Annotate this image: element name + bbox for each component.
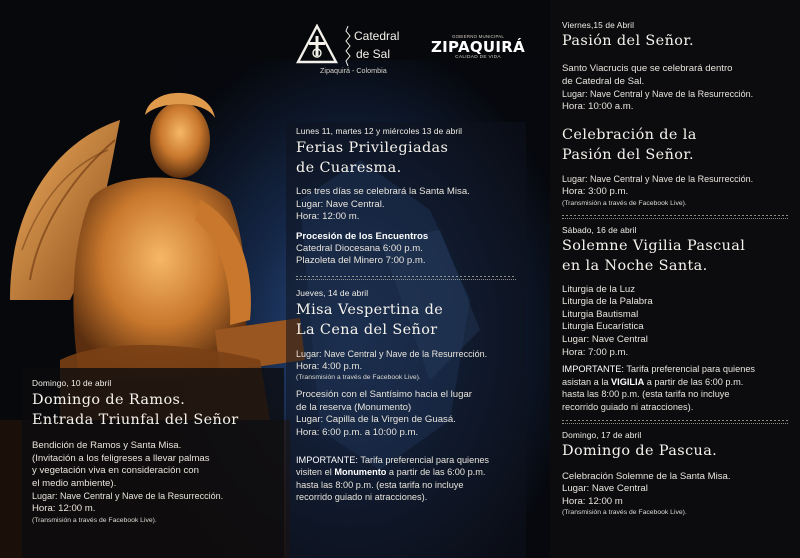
section-title: Entrada Triunfal del Señor (32, 412, 239, 428)
catedral-de-sal-logo (296, 22, 416, 78)
vigilia-list-item: Hora: 7:00 p.m. (562, 346, 629, 358)
important-line (562, 376, 788, 389)
important-line: hasta las 8:00 p.m. (esta tarifa no incluye (296, 479, 464, 490)
section-title: Domingo de Ramos. (32, 392, 186, 408)
dotted-divider (562, 420, 788, 424)
section-title: en la Noche Santa. (562, 257, 708, 274)
facebook-live-note: (Transmisión a través de Facebook Live). (562, 509, 687, 517)
body-line: Catedral Diocesana 6:00 p.m. (296, 242, 423, 254)
zipa-name: ZIPAQUIRÁ (430, 38, 526, 56)
section-title: Pasión del Señor. (562, 33, 694, 49)
important-notice (562, 363, 788, 376)
zipaquira-logo (430, 34, 526, 70)
important-label: IMPORTANTE: (296, 454, 358, 465)
section-title: La Cena del Señor (296, 321, 438, 338)
body-line: Lugar: Nave Central (562, 483, 648, 495)
important-line (296, 466, 516, 479)
section-title: Domingo de Pascua. (562, 442, 718, 459)
procession-heading: Procesión de los Encuentros (296, 230, 429, 242)
zipa-government-label: GOBIERNO MUNICIPAL (451, 34, 505, 39)
vigilia-list-item: Lugar: Nave Central (562, 333, 648, 345)
facebook-live-note: (Transmisión a través de Facebook Live). (296, 374, 421, 382)
body-line: Lugar: Nave Central y Nave de la Resurrección. (562, 89, 754, 100)
important-notice (296, 454, 516, 467)
facebook-live-note: (Transmisión a través de Facebook Live). (32, 516, 157, 524)
important-text: Tarifa preferencial para quienes (623, 364, 756, 375)
body-line: y vegetación viva en consideración con (32, 465, 199, 477)
vigilia-list-item: Liturgia de la Luz (562, 283, 636, 295)
catedral-line2: de Sal (356, 47, 391, 61)
important-line: recorrido guiado ni atracciones). (296, 492, 428, 503)
dotted-divider (296, 276, 516, 280)
section-date: Domingo, 17 de abril (562, 429, 642, 440)
important-line: hasta las 8:00 p.m. (esta tarifa no incluye (562, 389, 730, 400)
important-text: asistan a la (562, 376, 612, 387)
dotted-divider (562, 215, 788, 219)
body-line: Hora: 10:00 a.m. (562, 100, 634, 112)
body-line: Lugar: Nave Central y Nave de la Resurrección. (32, 491, 224, 502)
body-line: Hora: 12:00 m. (32, 502, 96, 514)
body-line: Hora: 3:00 p.m. (562, 185, 629, 197)
section-title: Solemne Vigilia Pascual (562, 237, 746, 254)
important-text: Tarifa preferencial para quienes (357, 454, 490, 465)
body-line: de la reserva (Monumento) (296, 401, 412, 413)
vigilia-list-item: Liturgia Eucarística (562, 321, 644, 333)
section-date: Sábado, 16 de abril (562, 224, 637, 235)
important-label: IMPORTANTE: (562, 364, 624, 375)
important-text: a partir de las 6:00 p.m. (644, 376, 744, 387)
body-line: Lugar: Capilla de la Virgen de Guasá. (296, 414, 456, 426)
section-date: Domingo, 10 de abril (32, 378, 112, 388)
domingo-ramos-section (22, 368, 284, 558)
body-line: de Catedral de Sal. (562, 75, 645, 87)
body-line: el medio ambiente). (32, 477, 117, 489)
section-date: Viernes,15 de Abril (562, 20, 635, 30)
body-line: Procesión con el Santísimo hacia el lugar (296, 389, 472, 401)
important-text: a partir de las 6:00 p.m. (386, 467, 486, 478)
facebook-live-note: (Transmisión a través de Facebook Live). (562, 199, 687, 207)
section-title: Misa Vespertina de (296, 301, 444, 318)
body-line: Hora: 12:00 m. (296, 211, 360, 223)
important-line: recorrido guiado ni atracciones). (562, 401, 694, 412)
body-line: Santo Viacrucis que se celebrará dentro (562, 63, 733, 74)
body-line: Plazoleta del Minero 7:00 p.m. (296, 255, 426, 267)
section-title: Ferias Privilegiadas (296, 140, 449, 156)
section-title: Celebración de la (562, 127, 697, 144)
vigilia-list-item: Liturgia de la Palabra (562, 296, 653, 308)
section-title: de Cuaresma. (296, 160, 402, 176)
section-date: Jueves, 14 de abril (296, 287, 369, 298)
right-column (550, 0, 800, 558)
catedral-line1: Catedral (354, 29, 400, 43)
catedral-subtitle: Zipaquirá - Colombia (320, 66, 387, 75)
divider-wave-icon (345, 26, 351, 66)
body-line: Los tres días se celebrará la Santa Misa. (296, 186, 470, 197)
section-title: Pasión del Señor. (562, 147, 694, 164)
vigilia-list-item: Liturgia Bautismal (562, 308, 639, 320)
monumento-emphasis: Monumento (334, 467, 387, 478)
zipa-tagline: CALIDAD DE VIDA (455, 55, 501, 60)
body-line: Lugar: Nave Central. (296, 198, 385, 210)
middle-column (286, 122, 526, 558)
vigilia-list (562, 284, 788, 360)
body-line: Hora: 4:00 p.m. (296, 360, 363, 372)
cross-triangle-icon (296, 24, 338, 64)
important-text: visiten el (296, 467, 335, 478)
body-line: Lugar: Nave Central y Nave de la Resurrección. (562, 174, 754, 185)
body-line: (Invitación a los feligreses a llevar palmas (32, 452, 210, 464)
body-line: Celebración Solemne de la Santa Misa. (562, 470, 731, 482)
catedral-name (354, 27, 399, 63)
body-line: Lugar: Nave Central y Nave de la Resurrección. (296, 348, 488, 359)
body-line: Hora: 6:00 p.m. a 10:00 p.m. (296, 426, 419, 438)
vigilia-emphasis: VIGILIA (611, 376, 645, 387)
section-date: Lunes 11, martes 12 y miércoles 13 de abril (296, 126, 463, 136)
body-line: Bendición de Ramos y Santa Misa. (32, 440, 182, 451)
body-line: Hora: 12:00 m (562, 495, 623, 507)
